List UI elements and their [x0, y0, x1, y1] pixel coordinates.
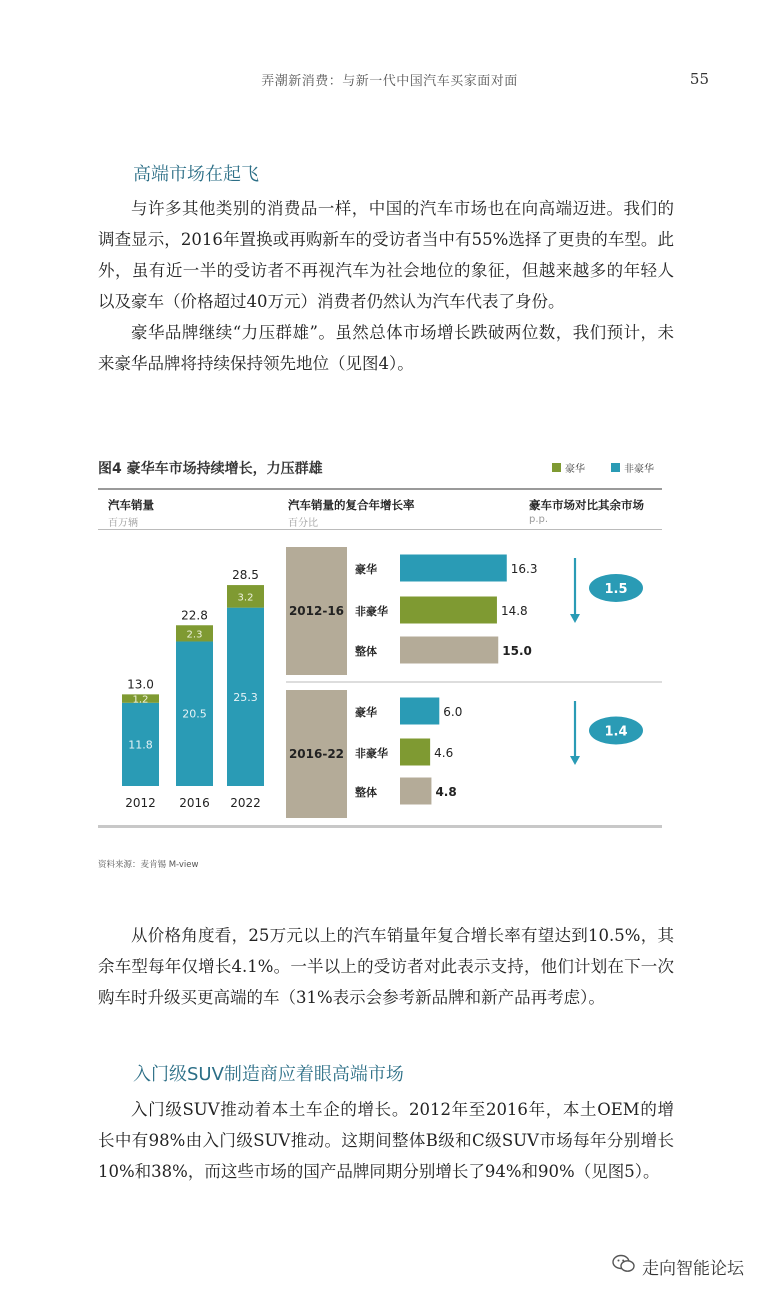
row-label: 豪华: [355, 563, 377, 576]
data-label-luxury: 2.3: [186, 629, 203, 641]
legend-swatch-nonluxury: [611, 463, 620, 472]
section2-body: [98, 920, 674, 1013]
figure-title: 图4 豪华车市场持续增长，力压群雄: [98, 461, 323, 477]
gap-badge-value: 1.5: [604, 582, 628, 597]
column-unit-sales: 百万辆: [108, 518, 138, 529]
column-title-gap: 豪车市场对比其余市场: [529, 498, 644, 512]
running-head: 弄潮新消费：与新一代中国汽车买家面对面: [261, 74, 518, 89]
legend-label: 非豪华: [624, 464, 654, 475]
wechat-icon: [612, 1254, 636, 1279]
column-unit-gap: p.p.: [529, 514, 549, 525]
row-label: 非豪华: [355, 605, 388, 618]
cagr-value: 16.3: [510, 562, 538, 576]
gap-arrow-head: [570, 614, 580, 623]
data-label-nonluxury: 20.5: [182, 707, 207, 721]
page-number: 55: [689, 70, 709, 88]
figure-chart: [98, 530, 662, 830]
paragraph: 与许多其他类别的消费品一样，中国的汽车市场也在向高端迈进。我们的调查显示，2016年置换或再购新车的受访者当中有55%选择了更贵的车型。此外，虽有近一半的受访者不再视汽车为社会地位的象征，但越来越多的年轻人以及豪车（价格超过40万元）消费者仍然认为汽车代表了身份。: [98, 199, 674, 311]
row-label: 整体: [355, 645, 377, 658]
cagr-bar: [400, 555, 507, 582]
gap-badge-value: 1.4: [604, 724, 628, 740]
figure-source: 资料来源：麦肯锡 M-view: [98, 860, 199, 870]
section-title-premium: 高端市场在起飞: [133, 164, 259, 185]
data-label-luxury: 3.2: [237, 592, 254, 604]
cagr-value: 15.0: [502, 644, 532, 658]
tick-label-year: 2022: [230, 796, 261, 810]
watermark-text: 走向智能论坛: [642, 1259, 744, 1279]
cagr-bar: [400, 778, 431, 805]
paragraph: 入门级SUV推动着本土车企的增长。2012年至2016年，本土OEM的增长中有98%由入门级SUV推动。这期间整体B级和C级SUV市场每年分别增长10%和38%，而这些市场的国产品牌同期分别增长了94%和90%（见图5）。: [98, 1100, 674, 1181]
data-label-luxury: 1.2: [132, 694, 149, 706]
paragraph: 从价格角度看，25万元以上的汽车销量年复合增长率有望达到10.5%，其余车型每年仅增长4.1%。一半以上的受访者对此表示支持，他们计划在下一次购车时升级买更高端的车（31%表示会参考新品牌和新产品再考虑）。: [98, 926, 674, 1007]
paragraph: 豪华品牌继续“力压群雄”。虽然总体市场增长跌破两位数，我们预计，未来豪华品牌将持续保持领先地位（见图4）。: [98, 323, 674, 373]
figure-top-rule: [98, 488, 662, 490]
cagr-value: 6.0: [443, 705, 463, 719]
row-label: 整体: [355, 786, 377, 799]
period-label: 2012-16: [288, 604, 345, 618]
cagr-value: 4.6: [434, 746, 454, 760]
legend-item-luxury: [552, 460, 585, 475]
cagr-bar: [400, 698, 439, 725]
column-title-cagr: 汽车销量的复合年增长率: [288, 498, 415, 512]
cagr-bar: [400, 739, 430, 766]
figure-bottom-rule: [98, 825, 662, 828]
data-label-nonluxury: 25.3: [233, 690, 258, 704]
column-unit-cagr: 百分比: [288, 518, 318, 529]
gap-arrow-head: [570, 756, 580, 765]
legend-item-nonluxury: [611, 460, 654, 475]
column-title-sales: 汽车销量: [108, 498, 154, 512]
section3-body: [98, 1094, 674, 1187]
cagr-bar: [400, 597, 497, 624]
cagr-value: 4.8: [435, 785, 457, 799]
data-label-nonluxury: 11.8: [128, 738, 153, 752]
legend-swatch-luxury: [552, 463, 561, 472]
data-label-total: 28.5: [232, 568, 259, 583]
legend-label: 豪华: [565, 464, 585, 475]
period-label: 2016-22: [288, 747, 345, 761]
watermark: [612, 1254, 744, 1279]
row-label: 非豪华: [355, 747, 388, 760]
data-label-total: 22.8: [181, 608, 208, 623]
section-title-suv: 入门级SUV制造商应着眼高端市场: [133, 1064, 404, 1085]
tick-label-year: 2016: [179, 796, 210, 810]
tick-label-year: 2012: [125, 796, 156, 810]
figure-legend: [552, 460, 654, 475]
row-label: 豪华: [355, 706, 377, 719]
cagr-value: 14.8: [500, 604, 528, 618]
data-label-total: 13.0: [127, 677, 154, 692]
section1-body: [98, 193, 674, 379]
cagr-bar: [400, 637, 498, 664]
